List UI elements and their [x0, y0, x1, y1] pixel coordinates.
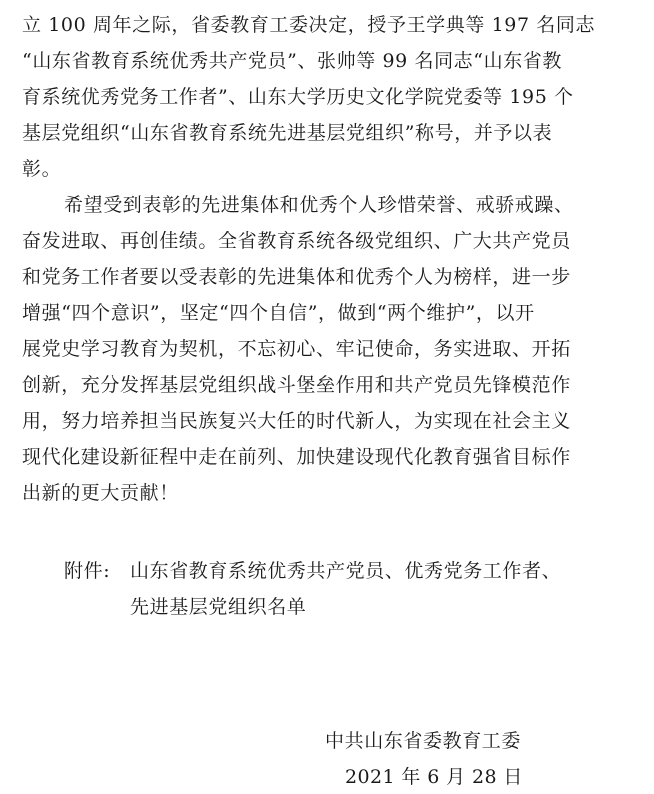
paragraph-1-line-3: 育系统优秀党务工作者”、山东大学历史文化学院党委等 195 个 [22, 86, 574, 108]
paragraph-1-line-4: 基层党组织“山东省教育系统先进基层党组织”称号，并予以表 [22, 122, 553, 144]
paragraph-2-line-1: 希望受到表彰的先进集体和优秀个人珍惜荣誉、戒骄戒躁、 [64, 194, 574, 216]
paragraph-2-line-9: 出新的更大贡献！ [22, 482, 179, 504]
paragraph-2-line-5: 展党史学习教育为契机，不忘初心、牢记使命，务实进取、开拓 [22, 338, 571, 360]
paragraph-2-line-7: 用，努力培养担当民族复兴大任的时代新人，为实现在社会主义 [22, 410, 571, 432]
attachment-line-2: 先进基层党组织名单 [130, 596, 307, 618]
signature-organization: 中共山东省委教育工委 [325, 730, 522, 752]
attachment-label: 附件: [64, 560, 111, 582]
paragraph-2-line-2: 奋发进取、再创佳绩。全省教育系统各级党组织、广大共产党员 [22, 230, 571, 252]
paragraph-2-line-3: 和党务工作者要以受表彰的先进集体和优秀个人为榜样，进一步 [22, 266, 571, 288]
paragraph-1-line-1: 立 100 周年之际，省委教育工委决定，授予王学典等 197 名同志 [22, 14, 596, 36]
paragraph-1-line-2: “山东省教育系统优秀共产党员”、张帅等 99 名同志“山东省教 [22, 50, 562, 72]
signature-date: 2021 年 6 月 28 日 [345, 766, 523, 788]
attachment-line-1: 山东省教育系统优秀共产党员、优秀党务工作者、 [130, 560, 562, 582]
paragraph-2-line-4: 增强“四个意识”，坚定“四个自信”，做到“两个维护”，以开 [22, 302, 535, 324]
paragraph-1-line-5: 彰。 [22, 158, 62, 180]
paragraph-2-line-6: 创新，充分发挥基层党组织战斗堡垒作用和共产党员先锋模范作 [22, 374, 571, 396]
paragraph-2-line-8: 现代化建设新征程中走在前列、加快建设现代化教育强省目标作 [22, 446, 571, 468]
